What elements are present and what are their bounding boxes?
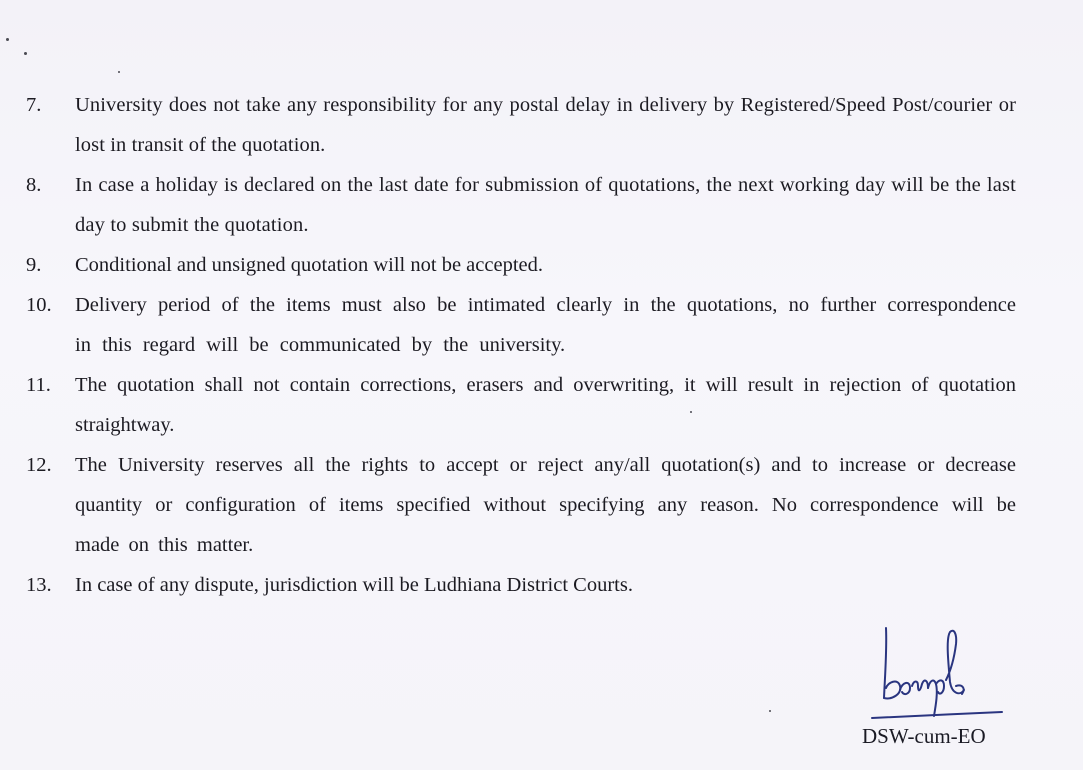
term-text: University does not take any responsibility for any postal delay in delivery by Registered/Speed Post/courier or lost in transit of the quotation. [75, 94, 1016, 156]
term-number: 12. [26, 454, 52, 476]
term-text: The quotation shall not contain corrections, erasers and overwriting, it will result in rejection of quotation straightway. [75, 374, 1016, 436]
scan-speck [118, 71, 120, 73]
term-number: 8. [26, 174, 42, 196]
term-number: 10. [26, 294, 52, 316]
scan-speck [24, 52, 27, 55]
terms-list [26, 85, 1016, 605]
term-item [26, 445, 1016, 565]
term-text: In case of any dispute, jurisdiction will be Ludhiana District Courts. [75, 574, 633, 596]
scan-speck [6, 38, 9, 41]
term-number: 11. [26, 374, 51, 396]
term-text: In case a holiday is declared on the last date for submission of quotations, the next working day will be the last day to submit the quotation. [75, 174, 1016, 236]
term-item [26, 245, 1016, 285]
term-item [26, 285, 1016, 365]
term-item [26, 565, 1016, 605]
term-text: Conditional and unsigned quotation will not be accepted. [75, 254, 543, 276]
signature-block [840, 620, 1040, 760]
term-number: 7. [26, 94, 42, 116]
term-number: 13. [26, 574, 52, 596]
term-text: The University reserves all the rights to accept or reject any/all quotation(s) and to increase or decrease quantity or configuration of items specified without specifying any reason. No correspondence will be made on this matter. [75, 454, 1016, 556]
term-text: Delivery period of the items must also be intimated clearly in the quotations, no further correspondence in this regard will be communicated by the university. [75, 294, 1016, 356]
term-item [26, 165, 1016, 245]
term-item [26, 365, 1016, 445]
scan-speck [769, 710, 771, 712]
term-number: 9. [26, 254, 42, 276]
term-item [26, 85, 1016, 165]
signatory-designation: DSW-cum-EO [862, 724, 986, 748]
